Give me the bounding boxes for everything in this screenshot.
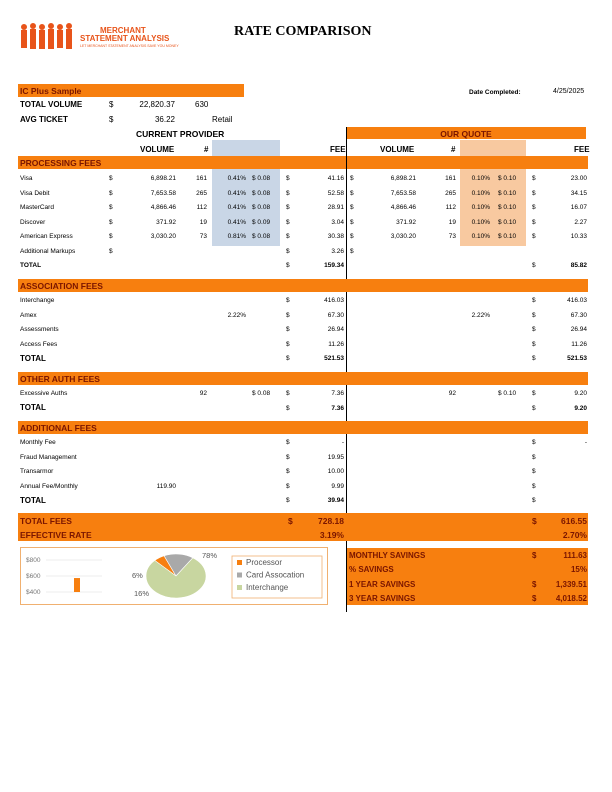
additional-row-name: Fraud Management bbox=[20, 453, 77, 461]
processing-row-vol-cur: $ bbox=[109, 189, 113, 197]
processing-row-q-count: 265 bbox=[445, 189, 456, 197]
additional-band bbox=[18, 421, 588, 434]
additional-total-cur: $ bbox=[286, 497, 290, 504]
association-row-q-fee: 11.26 bbox=[571, 340, 587, 348]
processing-row-name: Visa bbox=[20, 175, 33, 182]
additional-row-fee: 9.99 bbox=[331, 482, 344, 490]
other-auth-title: OTHER AUTH FEES bbox=[20, 374, 100, 384]
association-row-q-fee: 416.03 bbox=[567, 297, 587, 304]
savings-cur: $ bbox=[532, 551, 537, 560]
processing-row-q-vol: 6,898.21 bbox=[390, 175, 416, 182]
association-total: 521.53 bbox=[324, 355, 344, 362]
processing-row-q-vol-cur: $ bbox=[350, 204, 354, 211]
processing-row-q-vol-cur: $ bbox=[350, 218, 354, 226]
total-volume-cur: $ bbox=[109, 100, 114, 109]
association-row-q-fee: 67.30 bbox=[570, 311, 587, 319]
savings-label: 3 YEAR SAVINGS bbox=[349, 593, 416, 603]
processing-row-q-vol-cur: $ bbox=[350, 233, 354, 240]
association-row-fee: 26.94 bbox=[327, 326, 344, 333]
processing-q-total: 85.82 bbox=[570, 262, 587, 269]
association-row-q-pct: 2.22% bbox=[471, 311, 490, 319]
additional-row-fee-cur: $ bbox=[286, 439, 290, 446]
processing-row-q-count: 73 bbox=[448, 233, 456, 240]
processing-row-fee-cur: $ bbox=[286, 204, 290, 211]
processing-row-q-vol: 3,030.20 bbox=[390, 233, 416, 240]
total-fees-q-value: 616.55 bbox=[561, 516, 587, 526]
processing-row-q-vol-cur: $ bbox=[350, 189, 354, 197]
processing-row-fee-cur: $ bbox=[286, 233, 290, 240]
avg-ticket-cur: $ bbox=[109, 115, 114, 124]
excessive-auths-q-fee: 9.20 bbox=[574, 390, 587, 397]
processing-row-vol-cur: $ bbox=[109, 204, 113, 211]
processing-row-q-fee: 10.33 bbox=[570, 233, 587, 240]
processing-row-name: Additional Markups bbox=[20, 247, 76, 255]
processing-row-q-pct: 0.10% bbox=[471, 233, 490, 240]
additional-row-fee-cur: $ bbox=[286, 453, 290, 461]
logo-figures-icon bbox=[18, 20, 76, 56]
processing-row-item: $ 0.08 bbox=[252, 175, 271, 182]
processing-row-q-pct: 0.10% bbox=[471, 175, 490, 182]
processing-row-q-item: $ 0.10 bbox=[498, 204, 517, 211]
association-row-q-fee-cur: $ bbox=[532, 326, 536, 333]
additional-row-name: Annual Fee/Monthly bbox=[20, 482, 78, 490]
processing-row-name: Discover bbox=[20, 218, 46, 226]
association-row-fee: 11.26 bbox=[328, 340, 344, 348]
avg-ticket-amount: 36.22 bbox=[154, 115, 175, 124]
processing-row-vol: 4,866.46 bbox=[150, 204, 176, 211]
other-auth-q-total-cur: $ bbox=[532, 405, 536, 412]
processing-row-vol: 3,030.20 bbox=[150, 233, 176, 240]
processing-row-item: $ 0.09 bbox=[252, 218, 271, 226]
page-title: RATE COMPARISON bbox=[234, 24, 372, 39]
processing-total: 159.34 bbox=[324, 262, 344, 269]
processing-row-q-item: $ 0.10 bbox=[498, 175, 517, 182]
excessive-auths-q-cur: $ bbox=[532, 390, 536, 397]
processing-row-q-vol-cur: $ bbox=[350, 247, 354, 255]
other-auth-total-label: TOTAL bbox=[20, 403, 46, 412]
savings-bar-chart bbox=[24, 550, 104, 602]
association-row-name: Interchange bbox=[20, 297, 55, 304]
association-row-name: Access Fees bbox=[20, 340, 58, 348]
processing-row-pct: 0.41% bbox=[227, 218, 246, 226]
processing-row-q-fee: 16.07 bbox=[570, 204, 587, 211]
processing-row-fee: 3.04 bbox=[331, 218, 344, 226]
avg-ticket-type: Retail bbox=[212, 115, 233, 124]
bar-y-tick: $400 bbox=[26, 589, 41, 596]
col-count: # bbox=[204, 145, 209, 154]
processing-row-name: American Express bbox=[20, 233, 73, 240]
processing-row-name: MasterCard bbox=[20, 204, 54, 211]
q-col-count: # bbox=[451, 145, 456, 154]
processing-row-vol: 371.92 bbox=[156, 218, 176, 226]
processing-row-fee-cur: $ bbox=[286, 189, 290, 197]
processing-row-q-fee-cur: $ bbox=[532, 175, 536, 182]
additional-row-fee: 10.00 bbox=[327, 468, 344, 475]
processing-row-q-count: 112 bbox=[445, 204, 456, 211]
processing-row-fee: 28.91 bbox=[327, 204, 344, 211]
col-volume: VOLUME bbox=[140, 145, 175, 154]
excessive-auths-name: Excessive Auths bbox=[20, 390, 68, 397]
association-row-name: Amex bbox=[20, 311, 37, 319]
processing-row-q-fee-cur: $ bbox=[532, 233, 536, 240]
additional-q-total-cur: $ bbox=[532, 497, 536, 504]
savings-cur: $ bbox=[532, 593, 537, 603]
processing-band-quote bbox=[347, 156, 588, 169]
savings-label: % SAVINGS bbox=[349, 565, 394, 575]
processing-row-vol: 6,898.21 bbox=[150, 175, 176, 182]
current-provider-header: CURRENT PROVIDER bbox=[136, 129, 225, 139]
processing-row-q-fee-cur: $ bbox=[532, 189, 536, 197]
additional-total: 39.94 bbox=[327, 497, 344, 504]
processing-row-fee-cur: $ bbox=[286, 175, 290, 182]
other-auth-total: 7.36 bbox=[331, 405, 344, 412]
effective-rate-label: EFFECTIVE RATE bbox=[20, 530, 92, 540]
additional-row-q-fee-cur: $ bbox=[532, 482, 536, 490]
processing-row-vol: 7,653.58 bbox=[150, 189, 176, 197]
logo bbox=[18, 20, 198, 56]
pie-data-label: 6% bbox=[132, 571, 143, 580]
processing-row-item: $ 0.08 bbox=[252, 233, 271, 240]
processing-row-item: $ 0.08 bbox=[252, 204, 271, 211]
savings-bar bbox=[74, 578, 80, 592]
processing-row-fee-cur: $ bbox=[286, 247, 290, 255]
processing-row-vol-cur: $ bbox=[109, 175, 113, 182]
processing-row-q-vol-cur: $ bbox=[350, 175, 354, 182]
association-row-q-fee-cur: $ bbox=[532, 340, 536, 348]
additional-row-q-fee-cur: $ bbox=[532, 439, 536, 446]
association-row-fee-cur: $ bbox=[286, 326, 290, 333]
processing-total-label: TOTAL bbox=[20, 262, 42, 269]
savings-value: 1,339.51 bbox=[555, 579, 587, 589]
processing-row-q-fee: 2.27 bbox=[574, 218, 587, 226]
processing-row-q-pct: 0.10% bbox=[471, 204, 490, 211]
processing-row-q-count: 19 bbox=[448, 218, 456, 226]
association-band bbox=[18, 279, 588, 292]
additional-row-fee-cur: $ bbox=[286, 468, 290, 475]
total-fees-label: TOTAL FEES bbox=[20, 516, 72, 526]
savings-value: 111.63 bbox=[563, 551, 587, 560]
processing-row-q-fee-cur: $ bbox=[532, 204, 536, 211]
avg-ticket-label: AVG TICKET bbox=[20, 115, 68, 124]
processing-row-pct: 0.41% bbox=[227, 204, 246, 211]
processing-row-count: 161 bbox=[196, 175, 207, 182]
processing-row-q-item: $ 0.10 bbox=[498, 189, 517, 197]
pie-legend-label: Interchange bbox=[246, 583, 289, 592]
processing-row-name: Visa Debit bbox=[20, 189, 50, 197]
additional-row-fee-cur: $ bbox=[286, 482, 290, 490]
excessive-auths-n: 92 bbox=[199, 390, 207, 397]
processing-row-q-vol: 4,866.46 bbox=[390, 204, 416, 211]
processing-row-q-pct: 0.10% bbox=[471, 218, 490, 226]
processing-row-q-fee-cur: $ bbox=[532, 218, 536, 226]
bar-y-tick: $600 bbox=[26, 573, 41, 580]
our-quote-header: OUR QUOTE bbox=[440, 129, 492, 139]
processing-row-q-pct: 0.10% bbox=[471, 189, 490, 197]
processing-row-pct: 0.41% bbox=[227, 175, 246, 182]
additional-row-q-fee-cur: $ bbox=[532, 468, 536, 475]
association-total-label: TOTAL bbox=[20, 354, 46, 363]
additional-total-label: TOTAL bbox=[20, 496, 46, 505]
processing-row-vol-cur: $ bbox=[109, 218, 113, 226]
processing-row-count: 19 bbox=[199, 218, 207, 226]
additional-title: ADDITIONAL FEES bbox=[20, 423, 97, 433]
processing-row-pct: 0.41% bbox=[227, 189, 246, 197]
processing-row-q-fee: 34.15 bbox=[570, 189, 587, 197]
association-row-fee: 67.30 bbox=[327, 311, 344, 319]
total-fees-value: 728.18 bbox=[318, 516, 344, 526]
pie-legend-label: Processor bbox=[246, 558, 283, 567]
sample-label: IC Plus Sample bbox=[20, 86, 82, 96]
pie-data-label: 16% bbox=[134, 589, 150, 598]
savings-label: MONTHLY SAVINGS bbox=[349, 551, 426, 560]
processing-row-q-count: 161 bbox=[445, 175, 456, 182]
other-auth-q-total: 9.20 bbox=[574, 405, 587, 412]
processing-row-fee: 30.38 bbox=[327, 233, 344, 240]
additional-row-q-fee: - bbox=[584, 439, 587, 446]
processing-row-q-item: $ 0.10 bbox=[498, 233, 517, 240]
q-col-volume: VOLUME bbox=[380, 145, 415, 154]
association-row-name: Assessments bbox=[20, 326, 59, 333]
excessive-auths-q-n: 92 bbox=[448, 390, 456, 397]
association-row-q-fee-cur: $ bbox=[532, 311, 536, 319]
pie-legend-swatch bbox=[237, 573, 242, 578]
association-row-q-fee-cur: $ bbox=[532, 297, 536, 304]
processing-row-q-fee: 23.00 bbox=[570, 175, 587, 182]
additional-row-vol: 119.90 bbox=[156, 482, 176, 490]
savings-cur: $ bbox=[532, 579, 537, 589]
pie-legend-label: Card Assocation bbox=[246, 570, 305, 580]
processing-row-vol-cur: $ bbox=[109, 247, 113, 255]
savings-label: 1 YEAR SAVINGS bbox=[349, 579, 416, 589]
association-row-fee-cur: $ bbox=[286, 311, 290, 319]
total-fees-q-cur: $ bbox=[532, 516, 537, 526]
processing-row-q-vol: 371.92 bbox=[396, 218, 416, 226]
total-volume-label: TOTAL VOLUME bbox=[20, 100, 83, 109]
processing-row-count: 265 bbox=[196, 189, 207, 197]
association-row-fee-cur: $ bbox=[286, 340, 290, 348]
additional-row-q-fee-cur: $ bbox=[532, 453, 536, 461]
processing-row-fee: 52.58 bbox=[327, 189, 344, 197]
bar-y-tick: $800 bbox=[26, 557, 41, 564]
association-q-total-cur: $ bbox=[532, 355, 536, 362]
pie-legend-swatch bbox=[237, 585, 242, 590]
processing-row-q-item: $ 0.10 bbox=[498, 218, 517, 226]
additional-row-name: Monthly Fee bbox=[20, 439, 56, 446]
association-title: ASSOCIATION FEES bbox=[20, 281, 103, 291]
date-value: 4/25/2025 bbox=[553, 88, 585, 95]
processing-row-item: $ 0.08 bbox=[252, 189, 271, 197]
processing-title: PROCESSING FEES bbox=[20, 158, 102, 168]
total-fees-cur: $ bbox=[288, 516, 293, 526]
processing-row-fee: 41.16 bbox=[327, 175, 344, 182]
savings-value: 4,018.52 bbox=[555, 593, 587, 603]
logo-tagline: LET MERCHANT STATEMENT ANALYSIS SAVE YOU MONEY bbox=[80, 44, 179, 48]
pie-data-label: 78% bbox=[202, 551, 218, 560]
other-auth-band bbox=[18, 372, 588, 385]
pie-legend-swatch bbox=[237, 560, 242, 565]
q-col-fee: FEE bbox=[574, 145, 590, 154]
additional-row-fee: - bbox=[341, 439, 344, 446]
processing-row-pct: 0.81% bbox=[227, 233, 246, 240]
processing-total-cur: $ bbox=[286, 262, 290, 269]
excessive-auths-fee: 7.36 bbox=[331, 390, 344, 397]
effective-rate-q-value: 2.70% bbox=[562, 530, 587, 540]
processing-row-fee-cur: $ bbox=[286, 218, 290, 226]
excessive-auths-q-item: $ 0.10 bbox=[498, 390, 517, 397]
processing-row-q-vol: 7,653.58 bbox=[390, 189, 416, 197]
additional-row-name: Transarmor bbox=[20, 468, 54, 475]
processing-row-count: 73 bbox=[199, 233, 207, 240]
processing-q-total-cur: $ bbox=[532, 262, 536, 269]
total-volume-count: 630 bbox=[195, 100, 209, 109]
logo-line1: MERCHANT bbox=[100, 26, 146, 35]
col-fee: FEE bbox=[330, 145, 346, 154]
additional-row-fee: 19.95 bbox=[327, 453, 344, 461]
processing-row-vol-cur: $ bbox=[109, 233, 113, 240]
processing-row-count: 112 bbox=[196, 204, 207, 211]
association-q-total: 521.53 bbox=[567, 355, 587, 362]
other-auth-total-cur: $ bbox=[286, 405, 290, 412]
association-row-fee: 416.03 bbox=[324, 297, 344, 304]
logo-line2: STATEMENT ANALYSIS bbox=[80, 34, 170, 43]
effective-rate-value: 3.19% bbox=[319, 530, 344, 540]
date-label: Date Completed: bbox=[469, 89, 521, 96]
association-row-fee-cur: $ bbox=[286, 297, 290, 304]
excessive-auths-cur: $ bbox=[286, 390, 290, 397]
association-row-q-fee: 26.94 bbox=[570, 326, 587, 333]
association-row-pct: 2.22% bbox=[227, 311, 246, 319]
total-volume-amount: 22,820.37 bbox=[139, 100, 175, 109]
fee-pie-chart bbox=[124, 548, 324, 604]
association-total-cur: $ bbox=[286, 355, 290, 362]
excessive-auths-item: $ 0.08 bbox=[252, 390, 271, 397]
savings-value: 15% bbox=[570, 565, 587, 575]
processing-row-fee: 3.26 bbox=[331, 247, 344, 255]
